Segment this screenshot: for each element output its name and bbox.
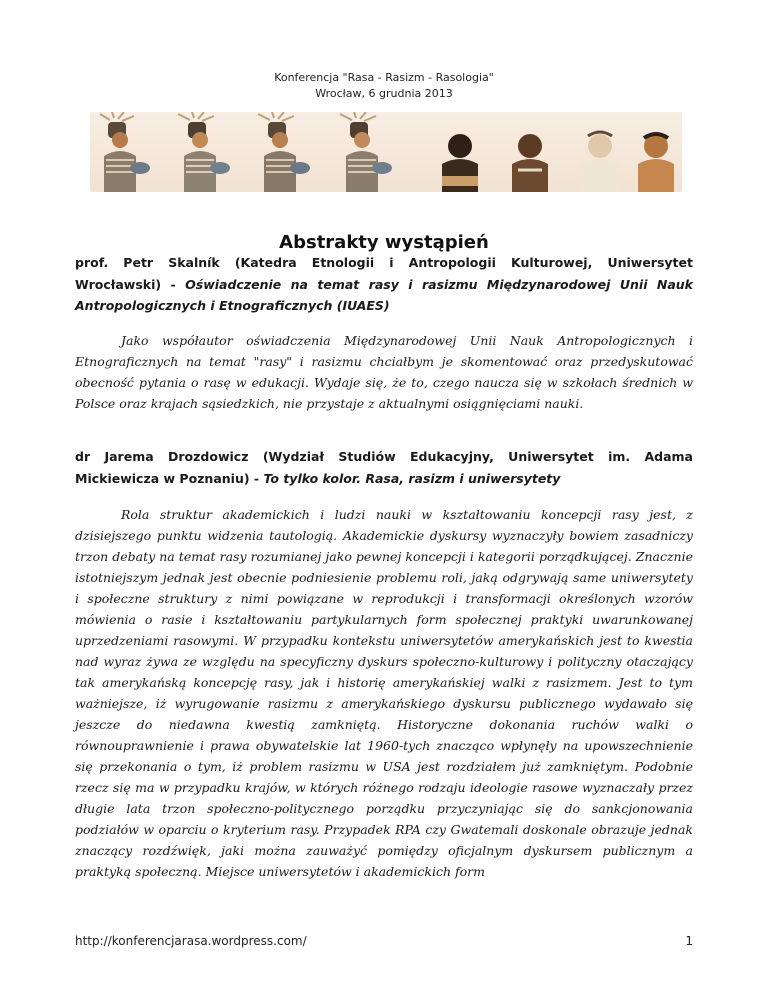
abstract-text-1-wrapper [75, 330, 693, 414]
abstract-text-2-wrapper [75, 504, 693, 882]
figure-2 [178, 112, 230, 192]
figure-4 [340, 112, 392, 192]
header-conference-title: Konferencja "Rasa - Rasizm - Rasologia" [274, 71, 494, 84]
talk-title: To tylko kolor. Rasa, rasizm i uniwersytety [263, 470, 561, 486]
speaker-name: prof. Petr Skalník (Katedra Etnologii i Antropologii Kulturowej, Uniwersytet Wrocławski) - [75, 255, 693, 292]
header-place-date: Wrocław, 6 grudnia 2013 [315, 87, 453, 100]
talk-title: Oświadczenie na temat rasy i rasizmu Międzynarodowej Unii Nauk Antropologicznych i Etnograficznych (IUAES) [75, 276, 693, 313]
figure-1 [100, 112, 150, 192]
page-footer [75, 934, 693, 948]
figure-8 [638, 134, 674, 192]
page-title: Abstrakty wystąpień [279, 232, 489, 253]
speaker-affiliation [75, 446, 693, 489]
footer-url[interactable]: http://konferencjarasa.wordpress.com/ [75, 934, 307, 948]
figure-6 [512, 134, 548, 192]
banner-image [90, 112, 682, 192]
page-number: 1 [685, 934, 693, 948]
page-header [0, 70, 768, 102]
figure-3 [258, 112, 310, 192]
abstract-entry-1 [75, 252, 693, 317]
figure-5 [442, 134, 478, 192]
speaker-affiliation [75, 252, 693, 317]
abstract-entry-2 [75, 446, 693, 489]
speaker-name: dr Jarema Drozdowicz (Wydział Studiów Edukacyjny, Uniwersytet im. Adama Mickiewicza w Poznaniu) - [75, 449, 693, 486]
abstract-text: Rola struktur akademickich i ludzi nauki w kształtowaniu koncepcji rasy jest, z dzisiejszego punktu widzenia tautologią. Akademickie dyskursy wyznaczyły bowiem zasadniczy trzon debaty na temat rasy rozumianej jako pewnej koncepcji i kategorii porządkującej. Znacznie istotniejszym jednak jest obecnie podniesienie problemu roli, jaką odgrywają same uniwersytety i społeczne struktury z nimi powiązane w reprodukcji i transformacji określonych wzorów mówienia o rasie i kształtowaniu partykularnych form społecznej praktyki uwarunkowanej uprzedzeniami rasowymi. W przypadku kontekstu uniwersytetów amerykańskich jest to kwestia nad wyraz żywa ze względu na specyficzny dyskurs społeczno-kulturowy i polityczny otaczający tak amerykańską koncepcję rasy, jak i historię amerykańskiej walki z rasizmem. Jest to tym ważniejsze, iż wyrugowanie rasizmu z amerykańskiego dyskursu publicznego wydawało się jeszcze do niedawna kwestią zamkniętą. Historyczne dokonania ruchów walki o równouprawnienie i prawa obywatelskie lat 1960-tych znacząco wpłynęły na upowszechnienie się przekonania o tym, iż problem rasizmu w USA jest rozdziałem już zamkniętym. Podobnie rzecz się ma w przypadku krajów, w których różnego rodzaju ideologie rasowe wyznaczały przez długie lata trzon społeczno-politycznego porządku przyczyniając się do sankcjonowania podziałów w oparciu o kryterium rasy. Przypadek RPA czy Gwatemali doskonale obrazuje jednak znaczący rozdźwięk, jaki można zauważyć pomiędzy oficjalnym dyskursem publicznym a praktyką społeczną. Miejsce uniwersytetów i akademickich form [75, 507, 693, 879]
figure-7 [582, 132, 618, 192]
egyptian-figures-illustration [90, 112, 682, 192]
abstract-text: Jako współautor oświadczenia Międzynarodowej Unii Nauk Antropologicznych i Etnograficznych na temat "rasy" i rasizmu chciałbym je skomentować oraz przedyskutować obecność pytania o rasę w edukacji. Wydaje się, że to, czego naucza się w szkołach średnich w Polsce oraz krajach sąsiedzkich, nie przystaje z aktualnymi osiągnięciami nauki. [75, 333, 693, 411]
